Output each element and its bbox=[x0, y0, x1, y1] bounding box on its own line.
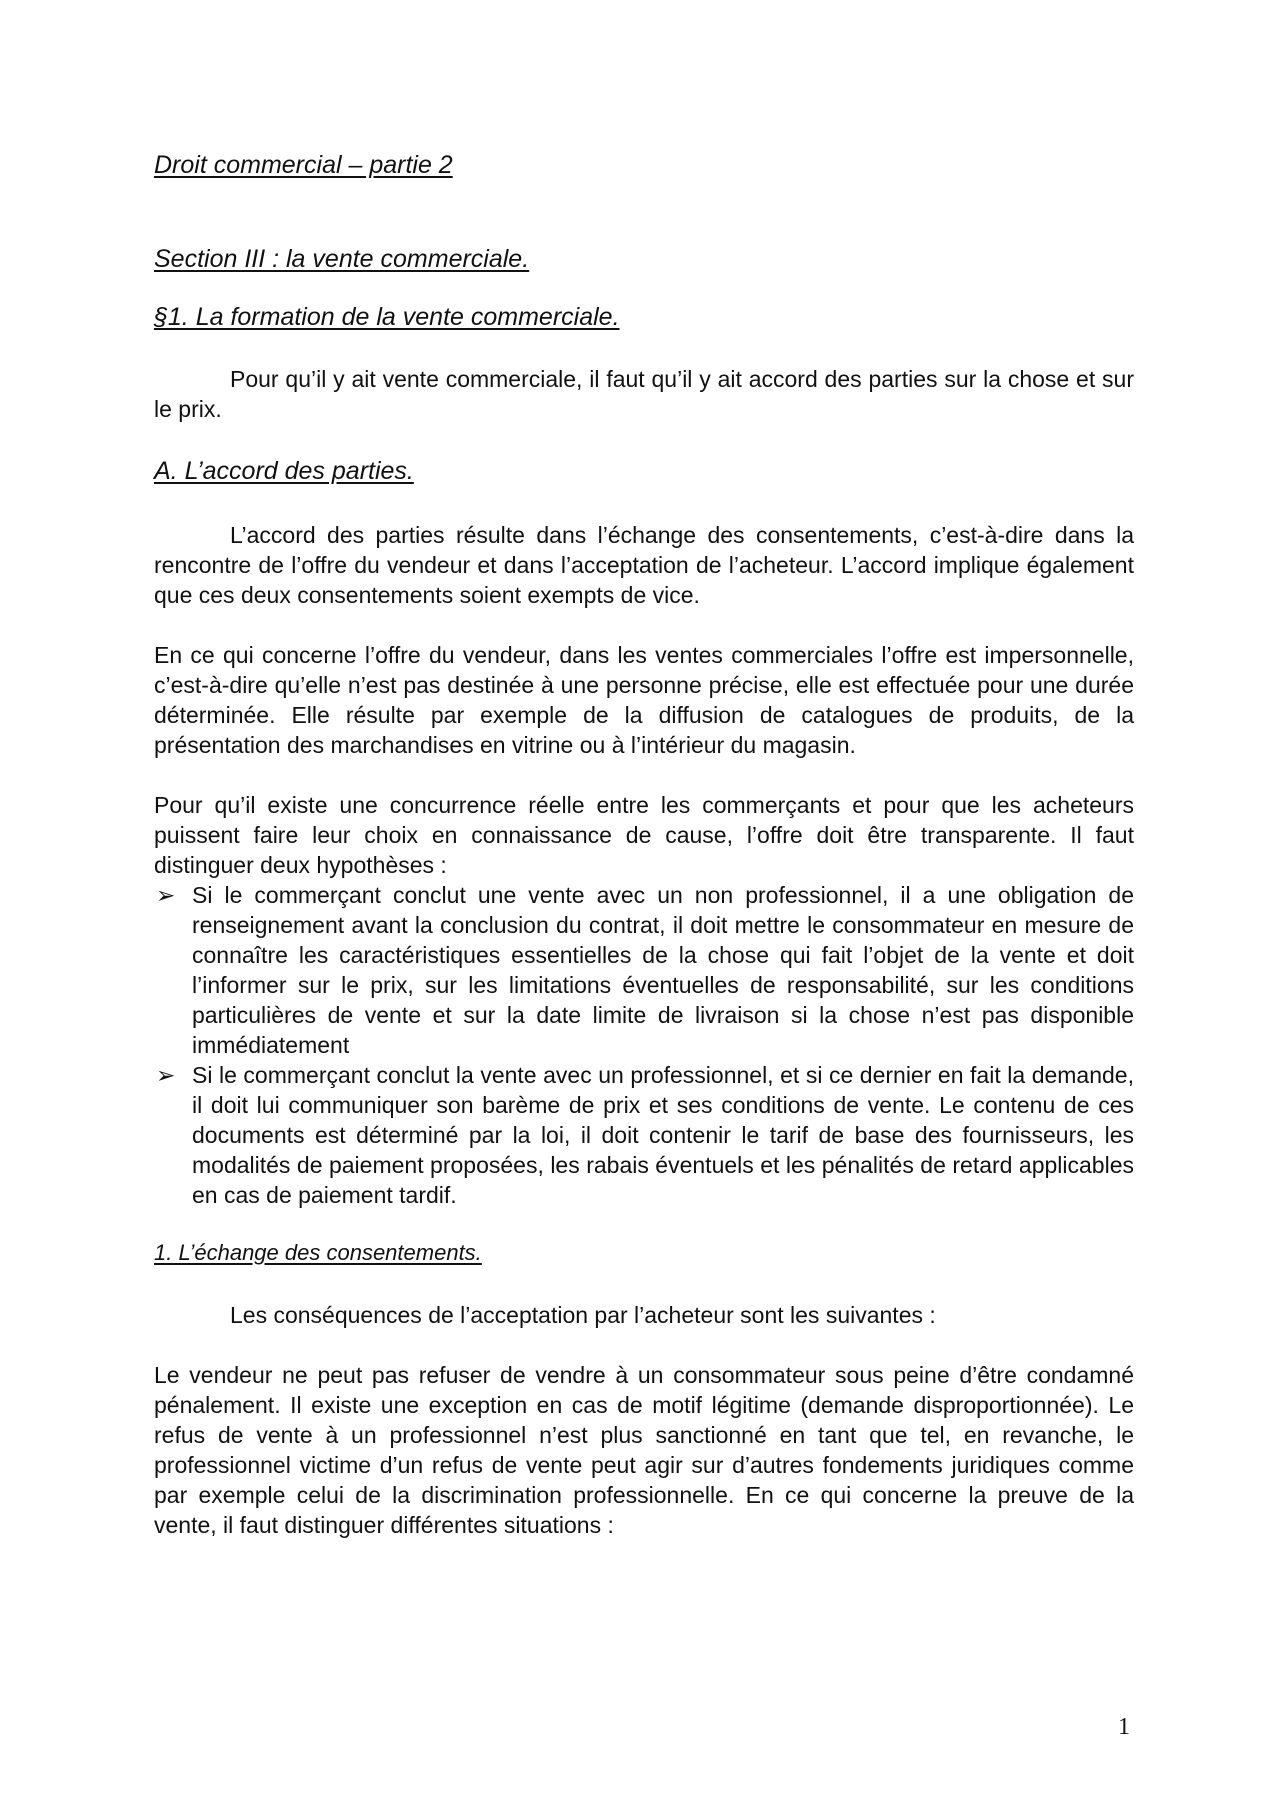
consequences-paragraph: Les conséquences de l’acceptation par l’acheteur sont les suivantes : bbox=[230, 1302, 936, 1328]
arrow-bullet-icon: ➢ bbox=[156, 882, 176, 908]
arrow-bullet-icon: ➢ bbox=[156, 1062, 176, 1088]
list-item-text: Si le commerçant conclut la vente avec un professionnel, et si ce dernier en fait la demande, il doit lui communiquer son barème de prix et ses conditions de vente. Le contenu de ces documents est déterminé par la loi, il doit contenir le tarif de base des fournisseurs, les modalités de paiement proposées, les rabais éventuels et les pénalités de retard applicables en cas de paiement tardif. bbox=[192, 1062, 1134, 1208]
list-item bbox=[154, 1060, 1134, 1210]
list-item-text: Si le commerçant conclut une vente avec un non professionnel, il a une obligation de renseignement avant la conclusion du contrat, il doit mettre le consommateur en mesure de connaître les caractéristiques essentielles de la chose qui fait l’objet de la vente et doit l’informer sur le prix, sur les limitations éventuelles de responsabilité, sur les conditions particulières de vente et sur la date limite de livraison si la chose n’est pas disponible immédiatement bbox=[192, 882, 1134, 1058]
hypotheses-list bbox=[154, 880, 1134, 1210]
offre-paragraph: En ce qui concerne l’offre du vendeur, dans les ventes commerciales l’offre est impersonnelle, c’est-à-dire qu’elle n’est pas destinée à une personne précise, elle est effectuée pour une durée déterminée. Elle résulte par exemple de la diffusion de catalogues de produits, de la présentation des marchandises en vitrine ou à l’intérieur du magasin. bbox=[154, 642, 1134, 758]
subheading-echange: 1. L’échange des consentements. bbox=[154, 1240, 482, 1265]
page-number: 1 bbox=[1118, 1714, 1130, 1740]
list-item bbox=[154, 880, 1134, 1060]
vendeur-paragraph: Le vendeur ne peut pas refuser de vendre à un consommateur sous peine d’être condamné pénalement. Il existe une exception en cas de motif légitime (demande disproportionnée). Le refus de vente à un professionnel n’est plus sanctionné en tant que tel, en revanche, le professionnel victime d’un refus de vente peut agir sur d’autres fondements juridiques comme par exemple celui de la discrimination professionnelle. En ce qui concerne la preuve de la vente, il faut distinguer différentes situations : bbox=[154, 1362, 1134, 1538]
document-body bbox=[154, 150, 1134, 1540]
document-title: Droit commercial – partie 2 bbox=[154, 151, 453, 179]
concurrence-paragraph: Pour qu’il existe une concurrence réelle entre les commerçants et pour que les acheteurs puissent faire leur choix en connaissance de cause, l’offre doit être transparente. Il faut distinguer deux hypothèses : bbox=[154, 792, 1134, 878]
subheading-accord: A. L’accord des parties. bbox=[154, 457, 414, 485]
paragraph-heading: §1. La formation de la vente commerciale. bbox=[154, 303, 620, 331]
intro-paragraph: Pour qu’il y ait vente commerciale, il faut qu’il y ait accord des parties sur la chose et sur le prix. bbox=[154, 366, 1134, 422]
accord-paragraph: L’accord des parties résulte dans l’échange des consentements, c’est-à-dire dans la rencontre de l’offre du vendeur et dans l’acceptation de l’acheteur. L’accord implique également que ces deux consentements soient exempts de vice. bbox=[154, 522, 1134, 608]
section-heading: Section III : la vente commerciale. bbox=[154, 245, 530, 273]
